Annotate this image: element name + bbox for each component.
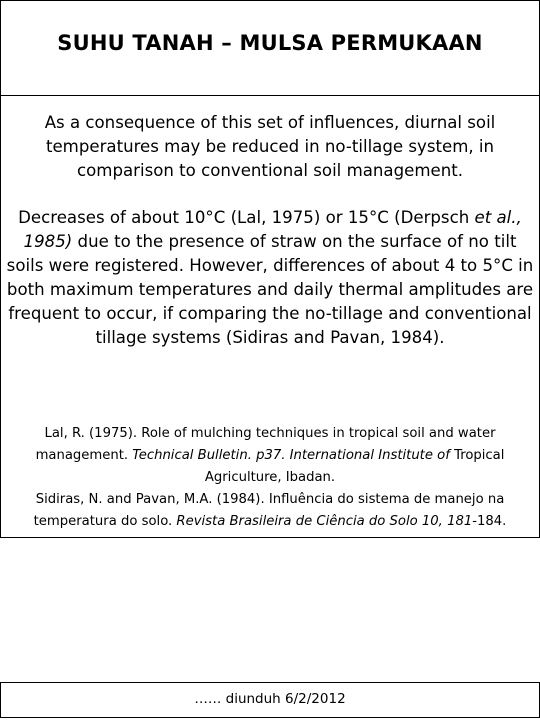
paragraph-diurnal-temperature: As a consequence of this set of influences, diurnal soil temperatures may be reduced in no-tillage system, in comparison to conventional soil management. bbox=[44, 113, 496, 180]
paragraph2-text-end: due to the presence of straw on the surface of no tilt soils were registered. However, differences of about 4 to 5°C in both maximum temperatures and daily thermal amplitudes are frequent to occur, if comparing the no-tillage and conventional tillage systems (Sidiras and Pavan, 1984). bbox=[6, 232, 534, 347]
footer-box bbox=[0, 682, 540, 718]
reference-lal-start: Lal, R. (1975). Role of mulching techniques in tropical soil and water management. bbox=[35, 426, 496, 463]
references bbox=[5, 423, 535, 533]
paragraph-temperature-decrease bbox=[5, 206, 535, 350]
title-box bbox=[1, 1, 539, 96]
footer-text: …… diunduh 6/2/2012 bbox=[194, 691, 346, 707]
reference-sidiras-start: Sidiras, N. and Pavan, M.A. (1984). Influência do sistema de manejo na temperatura do solo. bbox=[33, 492, 505, 529]
paragraph2-citation-italic: et al., 1985) bbox=[23, 208, 522, 251]
reference-lal-italic: Technical Bulletin. p37. International Institute of bbox=[132, 448, 455, 463]
reference-lal-end: Tropical Agriculture, Ibadan. bbox=[204, 448, 505, 485]
reference-sidiras-end: -184. bbox=[472, 514, 507, 529]
slide-title: SUHU TANAH – MULSA PERMUKAAN bbox=[57, 31, 483, 55]
reference-sidiras-italic: Revista Brasileira de Ciência do Solo 10, 181 bbox=[176, 514, 473, 529]
paragraph2-text-start: Decreases of about 10°C (Lal, 1975) or 15°C (Derpsch bbox=[18, 208, 475, 227]
